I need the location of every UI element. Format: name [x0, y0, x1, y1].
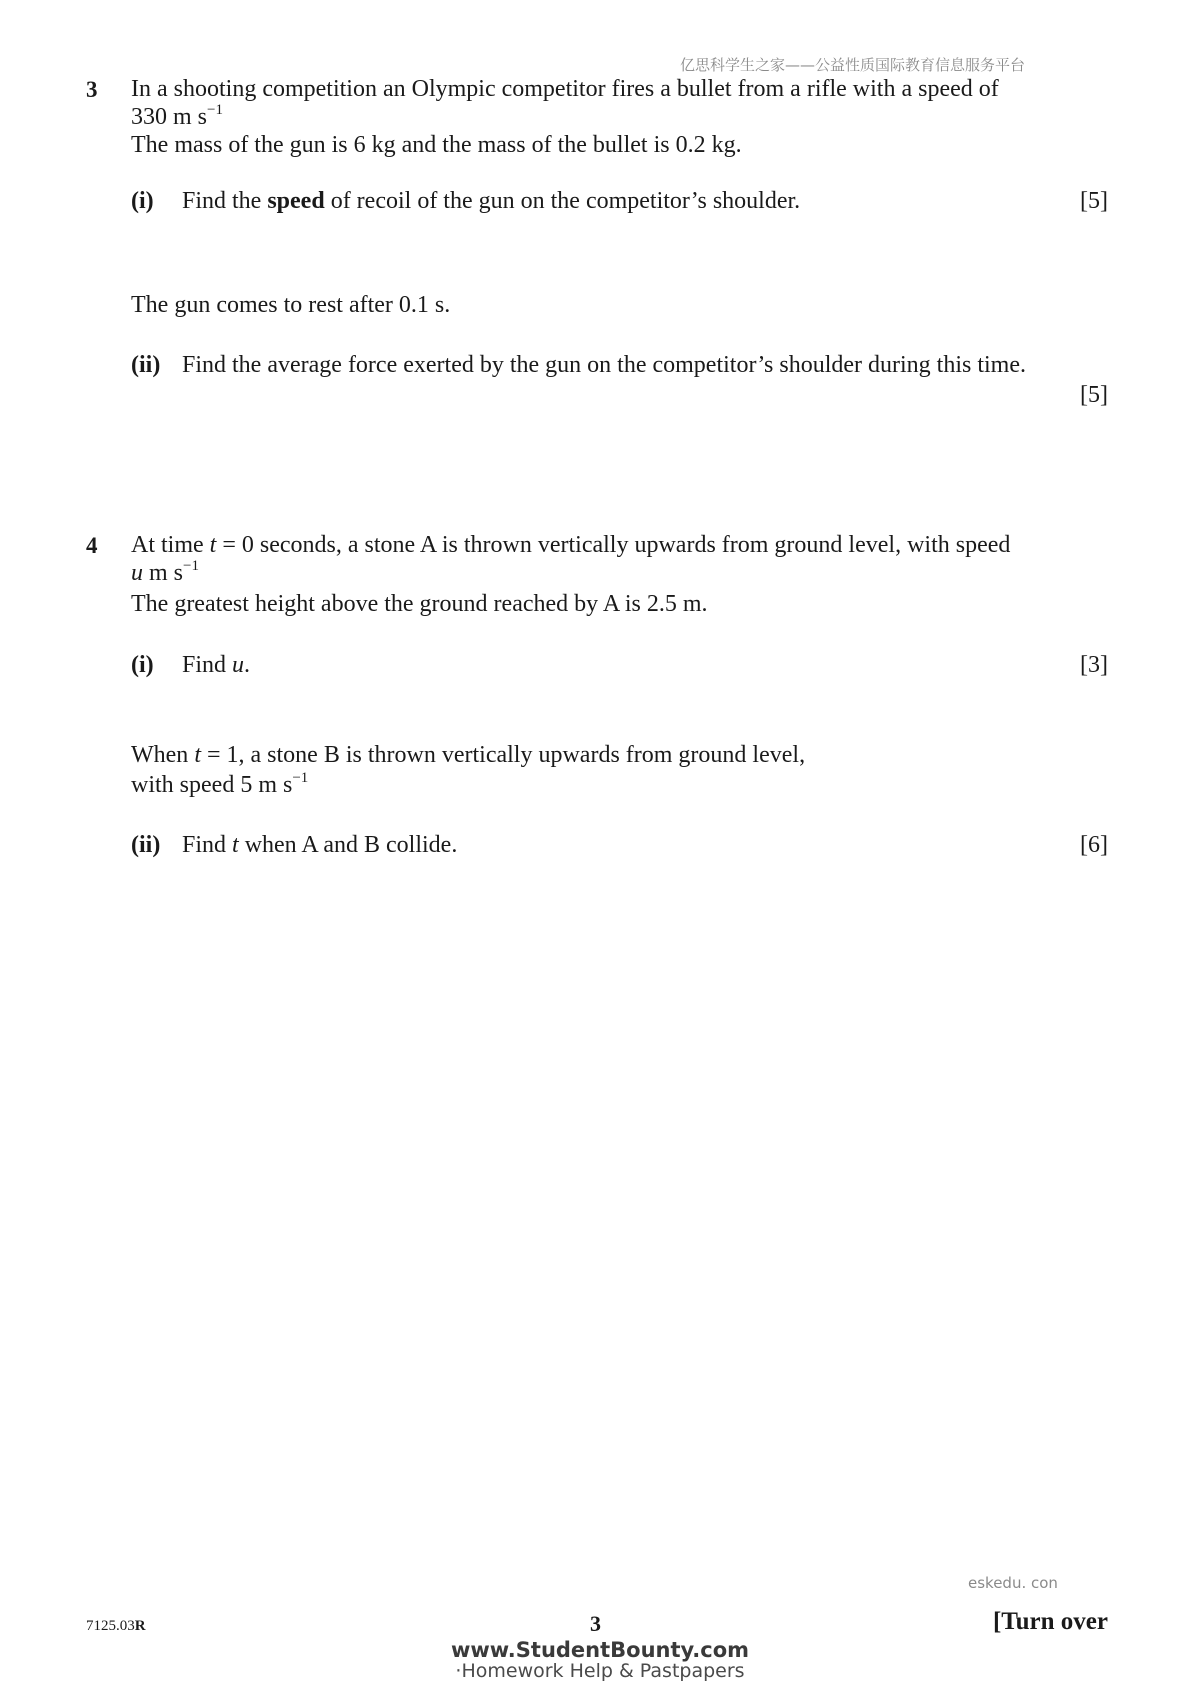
question-4-when-var: t: [194, 742, 201, 768]
question-3-part-i-text-b: of recoil of the gun on the competitor’s shoulder.: [330, 188, 801, 214]
question-4-speed-exponent: −1: [183, 558, 199, 574]
paper-code: [86, 1618, 146, 1635]
question-4-part-i-text-b: .: [244, 652, 251, 678]
question-3-part-i-text-a: Find the: [182, 188, 262, 214]
question-3-part-i: [131, 187, 800, 215]
question-4-part-i-marks: [3]: [1080, 652, 1108, 678]
question-4-part-ii-text-a: Find: [182, 832, 227, 858]
question-3-rest-line: The gun comes to rest after 0.1 s.: [131, 292, 451, 318]
page-number: 3: [590, 1611, 601, 1636]
question-3-speed-exponent: −1: [207, 102, 223, 118]
question-4-part-i-var: u: [232, 652, 245, 678]
studentbounty-tagline: ·Homework Help & Pastpapers: [455, 1660, 745, 1682]
question-4-greatest-height: The greatest height above the ground reached by A is 2.5 m.: [131, 591, 708, 617]
question-3-speed-value: 330 m s: [131, 104, 208, 130]
question-4-speed-var: u: [131, 560, 143, 586]
question-4-line-1-b: = 0 seconds, a stone A is thrown vertically upwards from ground level, with speed: [222, 532, 1011, 558]
question-3-speed: [131, 103, 223, 134]
eskedu-watermark: eskedu. con: [968, 1574, 1058, 1592]
question-4-line-1-var: t: [209, 532, 217, 558]
studentbounty-logo: [450, 1640, 750, 1682]
question-3-part-ii-marks: [5]: [1080, 382, 1108, 408]
question-4-number: 4: [86, 533, 98, 558]
question-3-number: 3: [86, 77, 98, 102]
question-4-line-1: [131, 531, 1010, 559]
question-4-line-1-a: At time: [131, 532, 204, 558]
question-4-speed: [131, 559, 199, 590]
question-3-part-i-bold: speed: [267, 188, 325, 214]
question-3-masses: The mass of the gun is 6 kg and the mass of the bullet is 0.2 kg.: [131, 132, 742, 158]
question-3-part-i-marks: [5]: [1080, 188, 1108, 214]
question-4-part-ii-label: (ii): [131, 832, 161, 858]
header-watermark: 亿思科学生之家——公益性质国际教育信息服务平台: [680, 56, 1026, 74]
studentbounty-url: www.StudentBounty.com: [450, 1638, 750, 1662]
question-3-line-1: In a shooting competition an Olympic competitor fires a bullet from a rifle with a speed of: [131, 76, 999, 102]
question-4-part-i-text-a: Find: [182, 652, 227, 678]
question-4-when-b: = 1, a stone B is thrown vertically upwards from ground level,: [206, 742, 806, 768]
question-3-part-ii: [131, 351, 1026, 379]
question-4-part-i-label: (i): [131, 652, 154, 678]
paper-code-suffix: R: [134, 1618, 146, 1634]
question-4-part-ii-var: t: [232, 832, 239, 858]
question-4-with-speed-exponent: −1: [292, 770, 309, 786]
paper-code-number: 7125.03: [86, 1618, 135, 1634]
question-4-with-speed-text: with speed 5 m s: [131, 772, 293, 798]
question-4-when-a: When: [131, 742, 189, 768]
question-4-with-speed: [131, 771, 308, 802]
question-4-when-line: [131, 741, 805, 769]
question-4-part-ii-text-b: when A and B collide.: [244, 832, 458, 858]
question-3-part-ii-text: Find the average force exerted by the gun on the competitor’s shoulder during this time.: [182, 352, 1026, 378]
question-4-speed-unit: m s: [149, 560, 184, 586]
question-3-part-ii-label: (ii): [131, 352, 161, 378]
question-4-part-i: [131, 651, 250, 679]
turn-over-label: [Turn over: [992, 1608, 1108, 1635]
question-4-part-ii: [131, 831, 457, 859]
question-3-part-i-label: (i): [131, 188, 154, 214]
question-4-part-ii-marks: [6]: [1080, 832, 1108, 858]
